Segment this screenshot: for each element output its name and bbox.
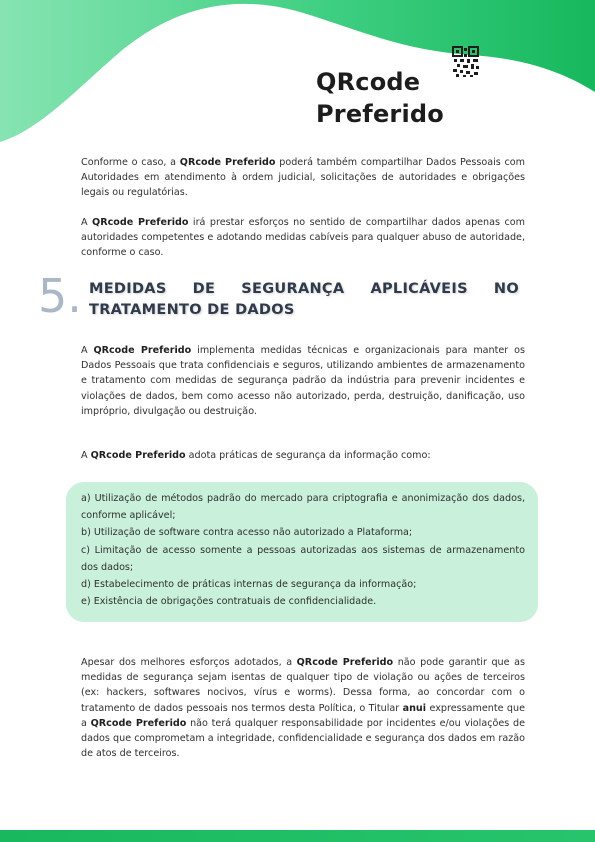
brand-logo [316,44,486,134]
section-title: MEDIDAS DE SEGURANÇA APLICÁVEIS NO TRATAMENTO DE DADOS [89,281,519,318]
brand-mention: QRcode Preferido [93,345,192,356]
paragraph-efforts: A QRcode Preferido irá prestar esforços no sentido de compartilhar dados apenas com autoridades competentes e adotando medidas cabíveis para qualquer abuso de autoridade, conforme o caso. [81,217,525,259]
brand-mention: QRcode Preferido [296,657,394,668]
logo-text-line1: QRcode [316,68,421,96]
brand-mention: QRcode Preferido [90,450,186,461]
brand-mention: QRcode Preferido [90,717,187,729]
qr-code-icon [452,46,480,78]
list-item: d) Estabelecimento de práticas internas de segurança da informação; [81,579,417,591]
footer-bar [0,830,595,842]
emphasis-anui: anui [402,702,427,714]
brand-mention: QRcode Preferido [92,217,189,228]
list-item: c) Limitação de acesso somente a pessoas autorizadas aos sistemas de armazenamento dos dados; [81,544,525,573]
list-item: b) Utilização de software contra acesso não autorizado a Plataforma; [81,527,413,539]
paragraph-measures: A QRcode Preferido implementa medidas técnicas e organizacionais para manter os Dados Pessoais que trata confidenciais e seguros, utilizando ambientes de armazenamento e tratamento com medidas de segurança padrão da indústria para prevenir incidentes e violações de dados, bem como acesso não autorizado, perda, destruição, danificação, uso impróprio, divulgação ou destruição. [81,345,525,417]
paragraph-limitations: Apesar dos melhores esforços adotados, a QRcode Preferido não pode garantir que as medidas de segurança sejam isentas de qualquer tipo de violação ou ações de terceiros (ex: hackers, softwares nocivos, vírus e worms). Dessa forma, ao concordar com o tratamento de dados pessoais nos termos desta Política, o Titular anui expressamente que a QRcode Preferido não terá qualquer responsabilidade por incidentes e/ou violações de dados que comprometam a integridade, confidencialidade e segurança dos dados em razão de atos de terceiros. [81,657,526,760]
logo-text-line2: Preferido [316,100,444,128]
section-number: 5. [38,269,82,323]
paragraph-practices-intro: A QRcode Preferido adota práticas de segurança da informação como: [81,450,431,461]
header-wave [0,0,595,150]
brand-mention: QRcode Preferido [179,157,276,168]
practices-list [81,490,525,610]
list-item: a) Utilização de métodos padrão do mercado para criptografia e anonimização dos dados, conforme aplicável; [81,493,525,522]
paragraph-authorities: Conforme o caso, a QRcode Preferido poderá também compartilhar Dados Pessoais com Autoridades em atendimento à ordem judicial, solicitações de autoridades e obrigações legais ou regulatórias. [81,157,526,199]
list-item: e) Existência de obrigações contratuais de confidencialidade. [81,596,377,608]
